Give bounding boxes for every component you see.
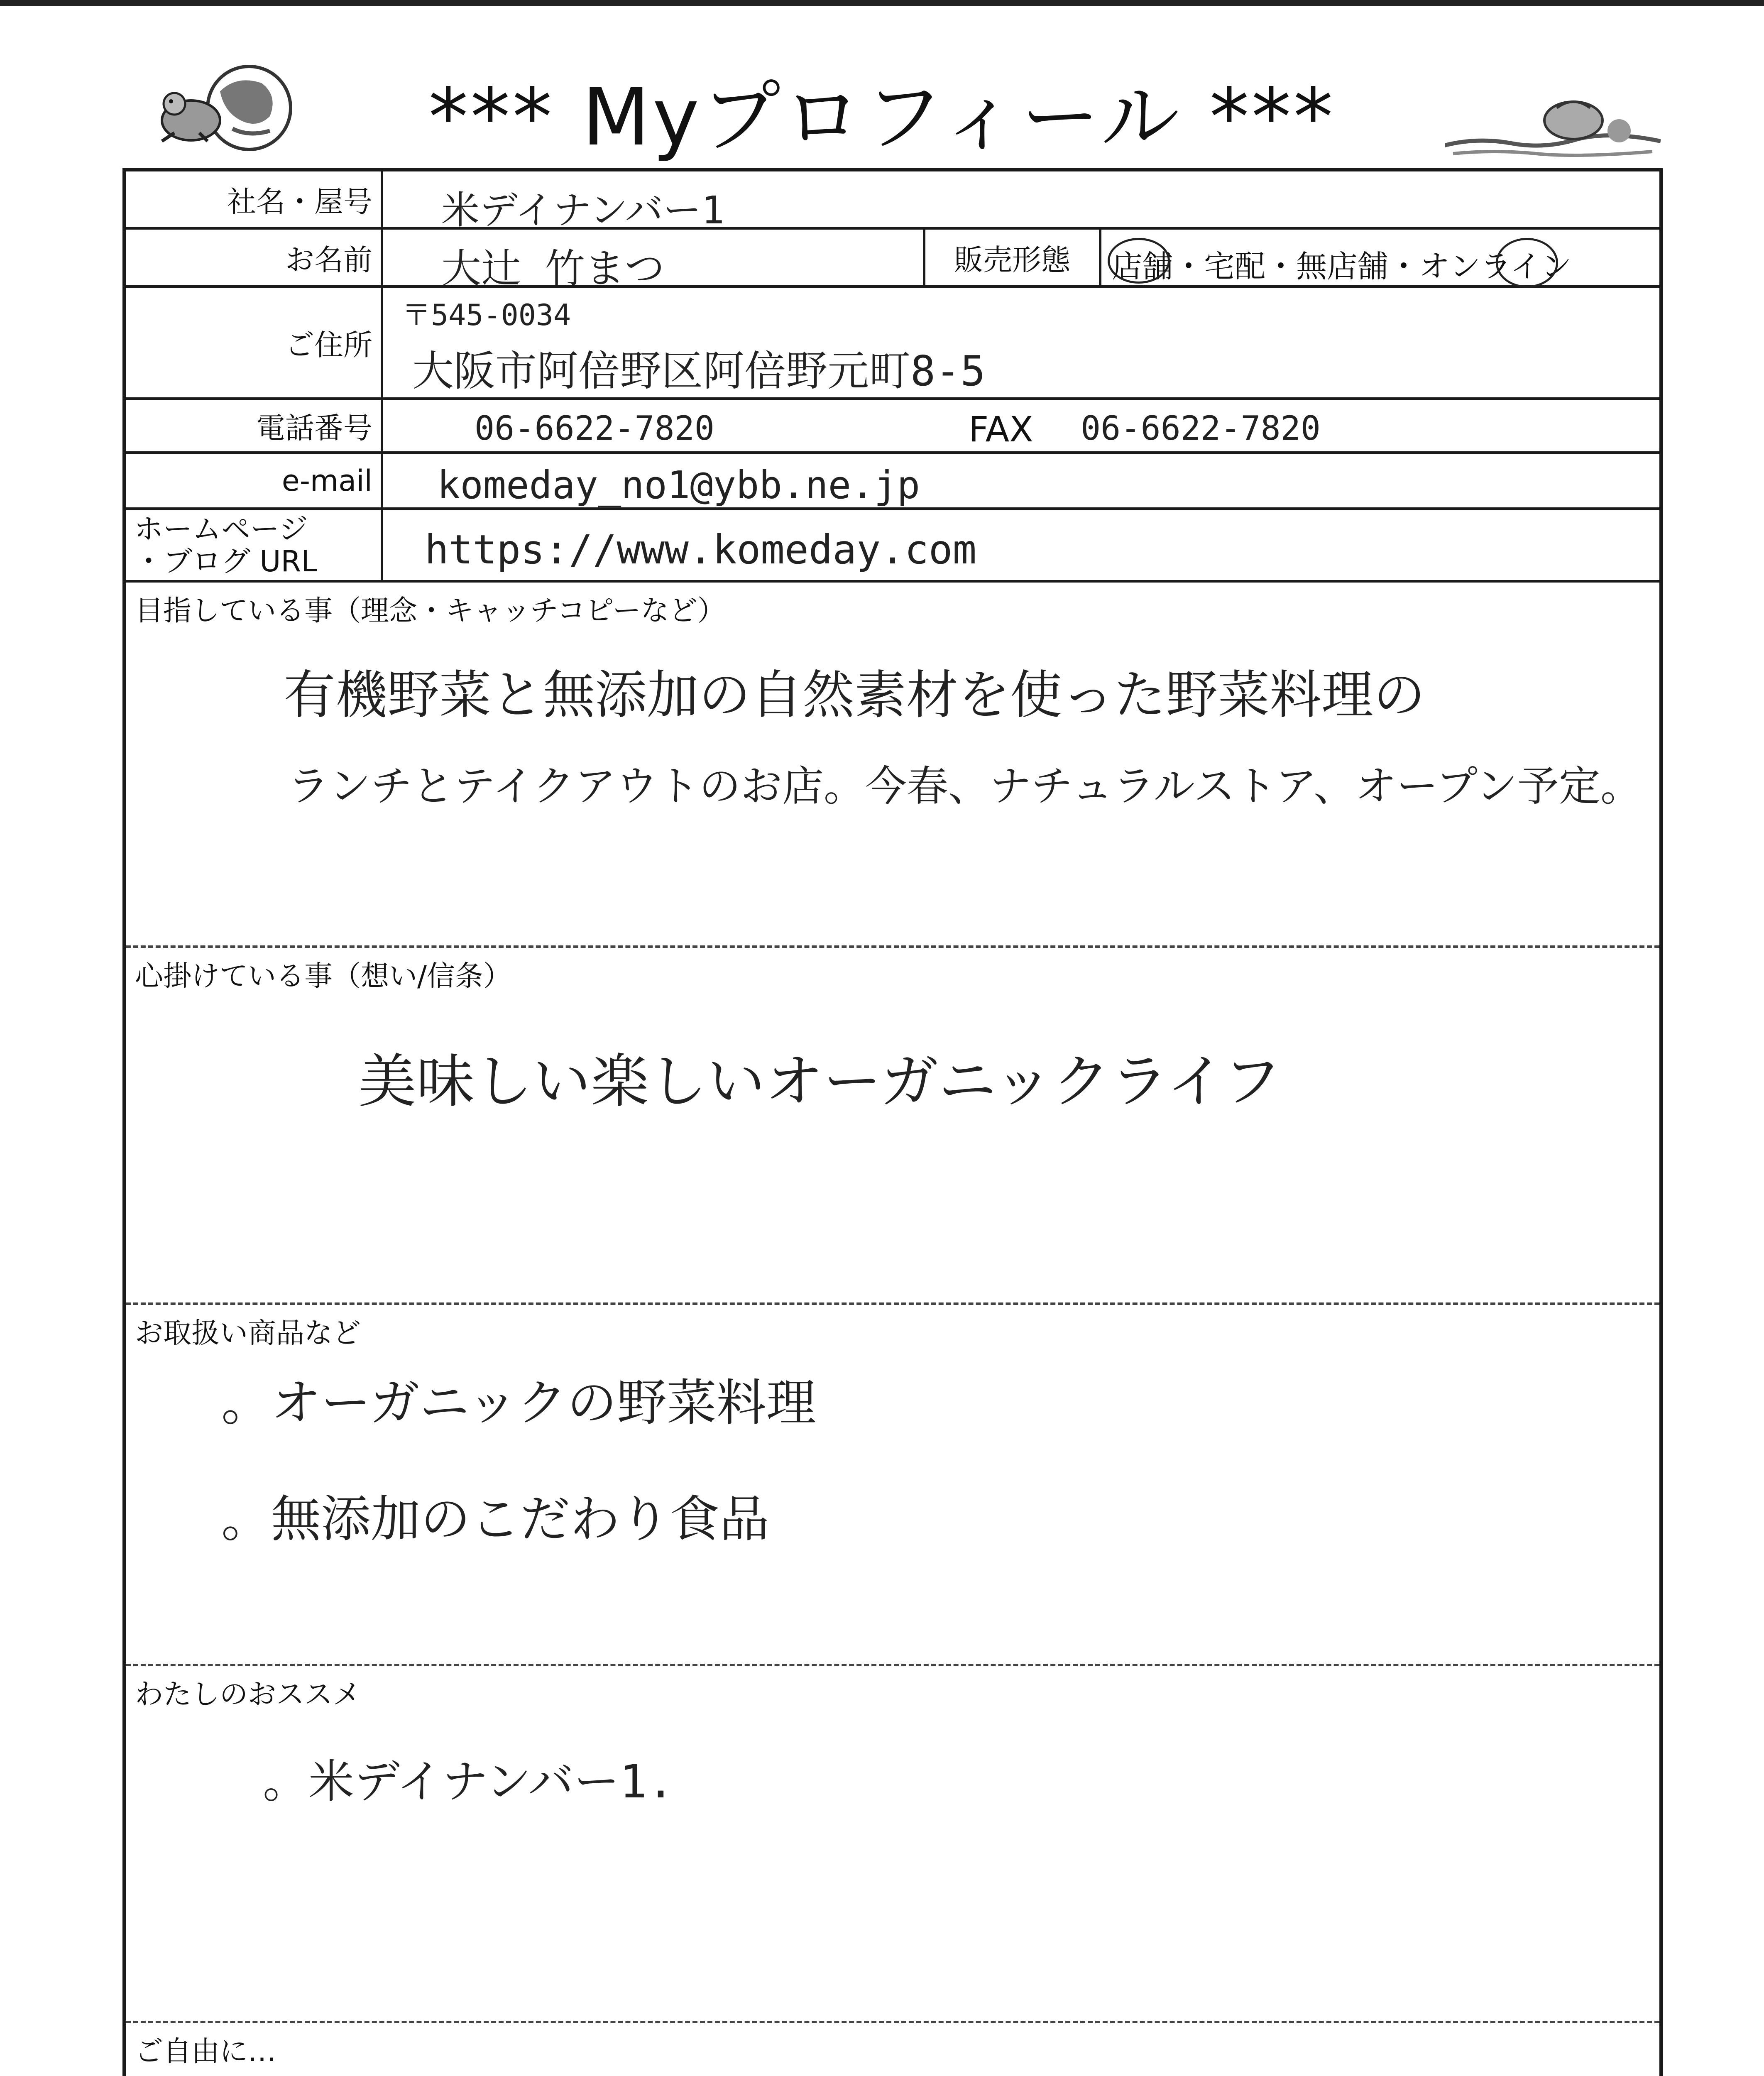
company-row: [126, 171, 1659, 233]
recommend-section: [126, 1666, 1659, 2023]
products-line-1: 。オーガニックの野菜料理: [221, 1374, 816, 1432]
phone-row: [126, 400, 1659, 454]
sales-type-options: 店舗・宅配・無店舗・オンライン: [1112, 249, 1572, 284]
email-row: [126, 454, 1659, 510]
fax-label: FAX: [969, 409, 1033, 450]
belief-section: [126, 948, 1659, 1305]
name-row: [126, 230, 1659, 292]
top-border-line: [0, 0, 1764, 6]
homepage-label-line2: ・ブログ URL: [134, 544, 318, 578]
belief-line-1: 美味しい楽しいオーガニックライフ: [358, 1048, 1282, 1116]
products-line-2: 。無添加のこだわり食品: [221, 1491, 769, 1548]
name-value: 大辻 竹まつ: [441, 245, 665, 292]
email-label: e-mail: [126, 454, 383, 507]
name-label: お名前: [126, 230, 383, 285]
phone-label: 電話番号: [126, 400, 383, 451]
profile-sheet: [122, 168, 1663, 2076]
free-title: ご自由に…: [135, 2035, 276, 2068]
company-label: 社名・屋号: [126, 171, 383, 227]
recommend-line-1: 。米デイナンバー1.: [263, 1755, 675, 1808]
company-value: 米デイナンバー1: [441, 188, 724, 233]
phone-value: 06-6622-7820: [475, 409, 714, 448]
homepage-label: [126, 510, 383, 580]
goal-line-1: 有機野菜と無添加の自然素材を使った野菜料理の: [284, 665, 1425, 725]
goal-title: 目指している事（理念・キャッチコピーなど）: [135, 595, 726, 627]
sales-type-label: 販売形態: [923, 230, 1101, 285]
goal-line-2: ランチとテイクアウトのお店。今春、ナチュラルストア、オープン予定。: [288, 762, 1642, 810]
products-title: お取扱い商品など: [135, 1317, 361, 1350]
postal-code: 〒545-0034: [402, 298, 571, 332]
fax-value: 06-6622-7820: [1081, 409, 1321, 448]
homepage-row: [126, 510, 1659, 583]
address-row: [126, 288, 1659, 400]
selected-online-circle: [1496, 238, 1558, 288]
free-section: [126, 2023, 1659, 2076]
homepage-label-line1: ホームページ: [134, 512, 308, 546]
homepage-value: https://www.komeday.com: [425, 526, 977, 573]
selected-store-circle: [1108, 238, 1170, 284]
goal-section: [126, 583, 1659, 948]
email-value: komeday_no1@ybb.ne.jp: [437, 463, 920, 507]
page-title: *** Myプロフィール ***: [428, 71, 1336, 163]
address-label: ご住所: [126, 288, 383, 397]
belief-title: 心掛けている事（想い/信条）: [135, 960, 511, 993]
address-value: 大阪市阿倍野区阿倍野元町8-5: [412, 347, 986, 395]
recommend-title: わたしのおススメ: [135, 1678, 361, 1711]
products-section: [126, 1305, 1659, 1666]
